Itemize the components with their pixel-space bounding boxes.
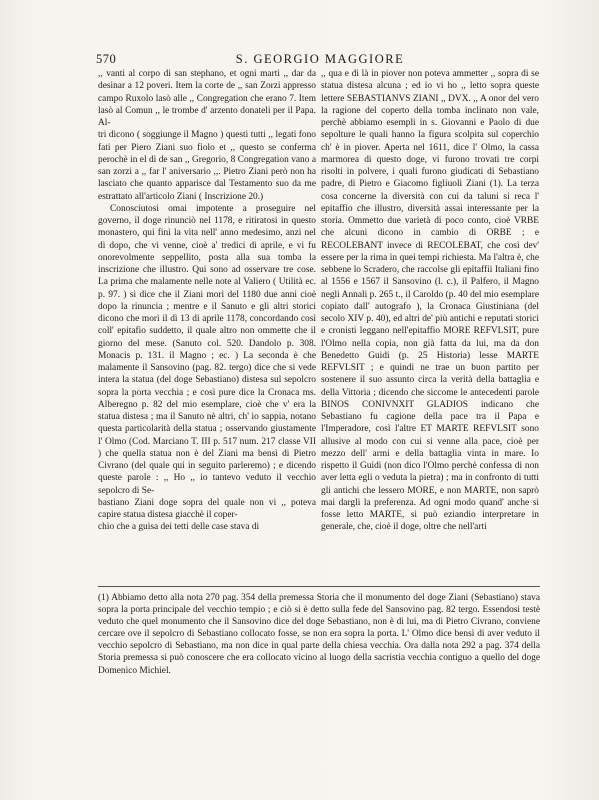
- left-paragraph-5: chio che a guisa dei tetti delle case stava di: [98, 522, 260, 533]
- footnote-rule: [98, 586, 540, 587]
- left-paragraph-3: Conosciutosi omai impotente a proseguire nel governo, il doge rinunciò nel 1178, e ritiratosi in questo monastero, qui finì la vita nell' anno medesimo, anzi nel dì dopo, che vi venne, cioè a' tredici di aprile, e vi fu onorevolmente seppellito, posta alla sua tomba la inscrizione che illustro. Qui sono ad osservare tre cose. La prima che malamente nelle note al Valiero ( Utilità ec. p. 97. ) si dice che il Ziani morì del 1180 due anni cioè dopo la rinuncia ; mentre e il Sanuto e gli altri storici dicono che morì il dì 13 di aprile 1178, concordando così coll' epitafio suddetto, il quale altro non ommette che il giorno del mese. (Sanuto col. 520. Dandolo p. 308. Monacis p. 131. il Magno ; ec. ) La seconda è che malamente il Sansovino (pag. 82. tergo) dice che si vede intera la statua (del doge Sebastiano) distesa sul sepolcro sopra la porta vecchia ; e così pure dice la Cronaca ms. Alberegno p. 82 del mio esemplare, cioè che v' era la statua distesa ; ma il Sanuto nè altri, ch' io sappia, notano questa particolarità della statua ; osservando giustamente l' Olmo (Cod. Marciano T. III p. 517 num. 217 classe VII ) che quella statua non è del Ziani ma bensì di Pietro Civrano (del quale qui in seguito parleremo) ; e dicendo queste parole : ,, Ho ,, io tantevo veduto il vecchio sepolcro di Se-: [98, 203, 316, 496]
- running-title: S. GEORGIO MAGGIORE: [235, 52, 405, 66]
- footnote-text: (1) Abbiamo detto alla nota 270 pag. 354 della premessa Storia che il monumento del doge Ziani (Sebastiano) stava sopra la porta principale del vecchio tempio ; e ciò si è detto sulla fede del Sansovino pag. 82 tergo. Essendosi testè veduto che quel monumento che il Sansovino dice del doge Sebastiano, non è di lui, ma di Pietro Civrano, conviene cercare ove il sepolcro di Sebastiano collocato fosse, se non era sopra la porta. L' Olmo dice bensì di aver veduto il vecchio sepolcro di Sebastiano, ma non dice in qual parte della chiesa vecchia. Ora dalla nota 292 a pag. 374 della Storia premessa si può conoscere che era collocato vicino al luogo della sacristia vecchia contiguo a quello del doge Domenico Michiel.: [98, 593, 540, 676]
- page-number: 570: [96, 52, 117, 66]
- right-column: [321, 68, 539, 534]
- left-column: [98, 68, 316, 534]
- right-paragraph-1: ,, qua e di là in piover non poteva ammetter ,, sopra di se statua distesa alcuna ; ed io vi ho ,, letto sopra queste lettere SEBASTIANVS ZIANI ,, DVX. ,, A onor del vero la ragione del coperto della tomba inclinato non vale, perchè abbiamo esempli in s. Giovanni e Paolo di due sepolture le quali hanno la figura scolpita sul coperchio ch' è in piover. Aperta nel 1611, dice l' Olmo, la cassa marmorea di questo doge, vi furono trovati tre corpi risolti in polvere, i quali furono giudicati di Sebastiano padre, di Pietro e Giacomo figliuoli Ziani (1). La terza cosa concerne la diversità con cui da taluni si reca l' epitaffio che illustro, diversità assai interessante per la storia. Ommetto due varietà di poco conto, cioè VRBE che alcuni dicono in cambio di ORBE ; e RECOLEBANT invece di RECOLEBAT, che così dev' essere per la rima in quei tempi richiesta. Ma l'altra è, che sebbene lo Scradero, che raccolse gli epitaffii Italiani fino al 1556 e 1567 il Sansovino (l. c.), il Palfero, il Magno negli Annali p. 265 t., il Caroldo (p. 40 del mio esemplare copiato dall' autografo ), la Cronaca Giustiniana (del secolo XIV p. 40), ed altri de' più antichi e reputati storici e cronisti leggano nell'epitaffio MORE REFVLSIT, pure l'Olmo nella copia, non già fatta da lui, ma da don Benedetto Guidi (p. 25 Historia) lesse MARTE REFVLSIT ; e quindi ne trae un buon partito per sostenere il suo assunto circa la verità della battaglia e della Vittoria ; dicendo che siccome le antecedenti parole BINOS CONIVNXIT GLADIOS indicano che Sebastiano fu cagione della pace tra il Papa e l'Imperadore, così l'altre ET MARTE REFVLSIT sono allusive al modo con cui si venne alla pace, cioè per mezzo dell' armi e della battaglia vinta in mare. Io rispetto il Guidi (non dico l'Olmo perchè confessa di non aver letta egli o veduta la pietra) ; ma in confronto di tutti gli antichi che lessero MORE, e non MARTE, non saprò mai dargli la preferenza. Ad ogni modo quand' anche si fosse letto MARTE, si può eziandio interpretare in generale, che, cioè il doge, oltre che nell'arti: [321, 69, 539, 533]
- footnote: [98, 592, 540, 677]
- left-paragraph-2: tri dicono ( soggiunge il Magno ) questi tutti ,, legati fono fati per Piero Ziani suo fiolo et ,, questo se conferma perochè in el dì de san ,, Gregorio, 8 Congregation vano a san zorzi a ,, far l' aniversario ,,. Pietro Ziani però non ha lasciato che quanto apparisce dal Testamento suo da me estrattato all'articolo Ziani ( Inscrizione 20.): [98, 130, 316, 202]
- left-paragraph-1: ,, vanti al corpo di san stephano, et ogni marti ,, dar da desinar a 12 poveri. Item la corte de ,, san Zorzi appresso campo Ruxolo lasò alle ,, Congregation che erano 7. Item lasò al Comun ,, le trombe d' arzento donateli per il Papa. Al-: [98, 69, 316, 128]
- left-paragraph-4: bastiano Ziani doge sopra del quale non vi ,, poteva capire statua distesa giacchè il coper-: [98, 497, 316, 520]
